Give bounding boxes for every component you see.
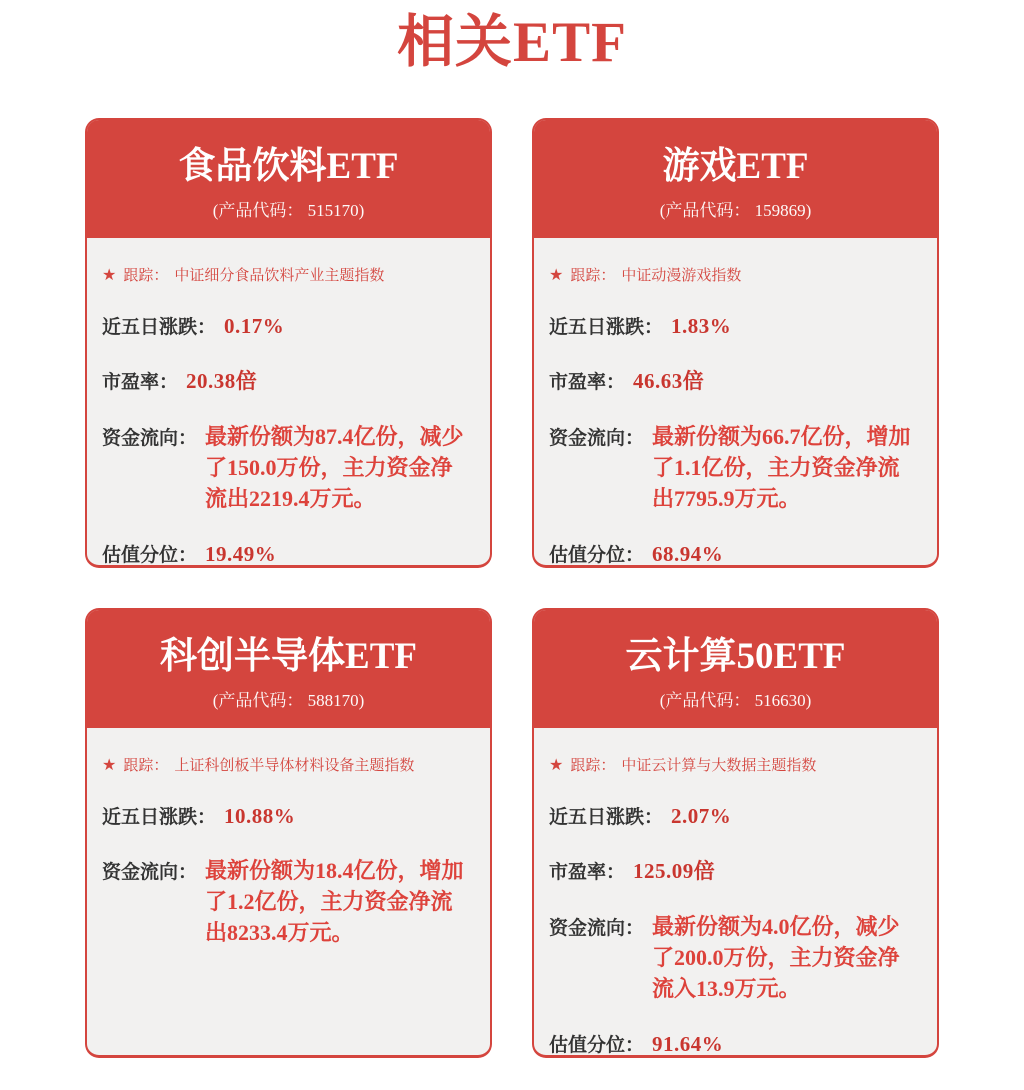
row-label: 资金流向： [102, 427, 198, 449]
row-value: 最新份额为87.4亿份，减少了150.0万份，主力资金净流出2219.4万元。 [205, 423, 464, 511]
metric-row [549, 365, 921, 395]
tracking-label: 跟踪： [123, 267, 169, 284]
etf-name: 游戏ETF [662, 145, 809, 187]
fund-flow-row [549, 421, 921, 514]
row-label: 市盈率： [102, 371, 179, 393]
row-label: 资金流向： [549, 917, 645, 939]
etf-name: 食品饮料ETF [178, 145, 399, 187]
row-label: 资金流向： [102, 861, 198, 883]
tracking-label: 跟踪： [570, 267, 616, 284]
row-value: 0.17% [224, 313, 285, 338]
row-value: 10.88% [224, 803, 296, 828]
metric-row [549, 802, 921, 829]
row-label: 近五日涨跌： [549, 316, 664, 338]
etf-card [85, 608, 492, 1058]
row-label: 估值分位： [102, 544, 198, 566]
row-label: 近五日涨跌： [549, 806, 664, 828]
cards-grid [0, 118, 1024, 1058]
row-value: 19.49% [205, 541, 277, 566]
fund-flow-row [549, 911, 921, 1004]
tracking-index-name: 上证科创板半导体材料设备主题指数 [174, 757, 415, 774]
row-value: 68.94% [652, 541, 724, 566]
tracking-line [549, 756, 921, 776]
row-label: 近五日涨跌： [102, 316, 217, 338]
tracking-index-name: 中证细分食品饮料产业主题指数 [174, 267, 385, 284]
etf-card [85, 118, 492, 568]
tracking-line [102, 266, 474, 286]
tracking-label: 跟踪： [570, 757, 616, 774]
row-value: 125.09倍 [633, 858, 716, 883]
row-label: 估值分位： [549, 544, 645, 566]
metric-row [549, 312, 921, 339]
etf-code: (产品代码： 515170) [212, 200, 365, 220]
card-body [534, 728, 937, 1057]
fund-flow-row [102, 855, 474, 948]
card-body [87, 728, 490, 1055]
etf-name: 科创半导体ETF [160, 635, 417, 677]
row-value: 20.38倍 [186, 368, 258, 393]
row-value: 最新份额为4.0亿份，减少了200.0万份，主力资金净流入13.9万元。 [652, 913, 900, 1001]
fund-flow-row [102, 421, 474, 514]
metric-row [549, 1030, 921, 1057]
etf-name: 云计算50ETF [625, 635, 846, 677]
star-icon: ★ [102, 756, 117, 774]
tracking-label: 跟踪： [123, 757, 169, 774]
etf-card [532, 608, 939, 1058]
row-label: 近五日涨跌： [102, 806, 217, 828]
star-icon: ★ [102, 266, 117, 284]
metric-row [102, 312, 474, 339]
card-header [87, 120, 490, 238]
row-label: 市盈率： [549, 861, 626, 883]
etf-card [532, 118, 939, 568]
card-header [87, 610, 490, 728]
etf-code: (产品代码： 159869) [659, 200, 812, 220]
row-value: 46.63倍 [633, 368, 705, 393]
star-icon: ★ [549, 266, 564, 284]
tracking-line [549, 266, 921, 286]
metric-row [102, 540, 474, 567]
card-header [534, 120, 937, 238]
row-value: 2.07% [671, 803, 732, 828]
metric-row [549, 540, 921, 567]
row-label: 市盈率： [549, 371, 626, 393]
tracking-index-name: 中证动漫游戏指数 [621, 267, 742, 284]
metric-row [102, 365, 474, 395]
tracking-index-name: 中证云计算与大数据主题指数 [621, 757, 817, 774]
tracking-line [102, 756, 474, 776]
metric-row [102, 802, 474, 829]
etf-code: (产品代码： 588170) [212, 690, 365, 710]
row-label: 资金流向： [549, 427, 645, 449]
card-body [87, 238, 490, 567]
card-header [534, 610, 937, 728]
row-value: 最新份额为18.4亿份，增加了1.2亿份，主力资金净流出8233.4万元。 [205, 857, 464, 945]
row-label: 估值分位： [549, 1034, 645, 1056]
etf-code: (产品代码： 516630) [659, 690, 812, 710]
star-icon: ★ [549, 756, 564, 774]
row-value: 91.64% [652, 1031, 724, 1056]
row-value: 1.83% [671, 313, 732, 338]
card-body [534, 238, 937, 567]
row-value: 最新份额为66.7亿份，增加了1.1亿份，主力资金净流出7795.9万元。 [652, 423, 911, 511]
metric-row [549, 855, 921, 885]
page-title: 相关ETF [397, 11, 627, 74]
